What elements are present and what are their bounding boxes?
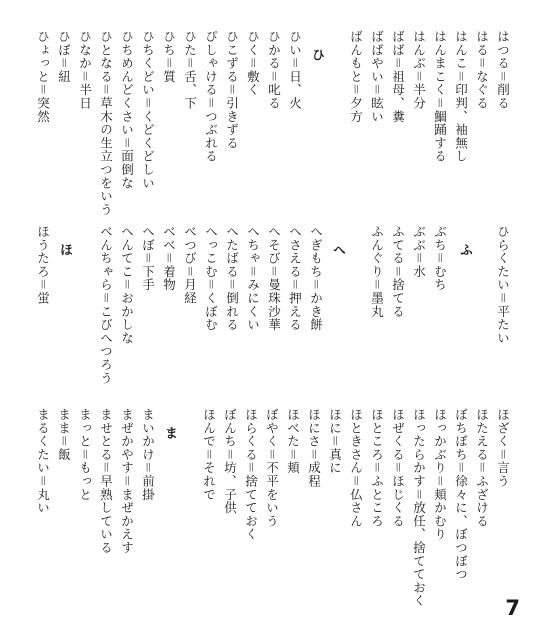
glossary-entry: ばば＝祖母、糞 [390,30,406,124]
glossary-entry: まいかけ＝前掛 [140,408,156,502]
glossary-entry: ぶぶ＝水 [411,225,427,279]
section-heading: ふ [457,243,472,256]
glossary-entry: ほぜくる＝ほじくる [390,408,406,528]
glossary-entry: ぶち＝むち [432,225,448,292]
glossary-entry: ばんもと＝夕方 [348,30,364,124]
glossary-entry: ふんぐり＝墨丸 [369,225,385,319]
glossary-entry: まぜかやす＝まぜかえす [119,408,135,555]
glossary-entry: はんこ＝印判、袖無し [453,30,469,163]
glossary-entry: はつる＝削る [495,30,511,110]
glossary-entry: まま＝飯 [56,408,72,462]
glossary-entry: へちゃ＝みにくい [245,225,261,332]
glossary-entry: ひかる＝叱る [266,30,282,110]
section-heading: ひ [309,48,324,61]
glossary-entry: ぼんち＝坊、子供 [222,408,238,515]
glossary-entry: ほべた＝頬 [285,408,301,475]
glossary-entry: ひちめんどくさい＝面倒な [119,30,135,190]
glossary-entry: ませとる＝早熟している [98,408,114,555]
section-heading: ま [162,426,177,439]
glossary-entry: はる＝なぐる [474,30,490,110]
glossary-entry: へさえる＝押える [287,225,303,332]
glossary-entry: へぎもち＝かき餅 [308,225,324,332]
glossary-entry: へぼ＝下手 [140,225,156,292]
glossary-entry: ひち＝質 [161,30,177,84]
page-number: 7 [505,596,520,620]
glossary-entry: はんぶ＝半分 [411,30,427,110]
glossary-entry: ほたえる＝ふざける [474,408,490,528]
glossary-entry: へたばる＝倒れる [224,225,240,332]
glossary-entry: ほっかぶり＝頬かむり [432,408,448,541]
glossary-entry: ひらくたい＝平たい [495,225,511,345]
glossary-entry: ひちくどい＝くどくどしい [140,30,156,190]
glossary-entry: まっと＝もっと [77,408,93,502]
glossary-entry: ひょっと＝突然 [35,30,51,124]
glossary-entry: ほうたろ＝蛍 [35,225,51,305]
glossary-entry: ばばやい＝眩い [369,30,385,124]
glossary-entry: ほときさん＝仏さん [348,408,364,528]
glossary-entry: へんてこ＝おかしな [119,225,135,345]
glossary-entry: ほところ＝ふところ [369,408,385,528]
section-heading: ほ [57,243,72,256]
glossary-entry: まるくたい＝丸い [35,408,51,515]
glossary-entry: ひこずる＝引きずる [224,30,240,150]
glossary-entry: ひた＝舌、下 [182,30,198,110]
glossary-entry: べつび＝月経 [182,225,198,305]
section-heading: へ [330,243,345,256]
glossary-entry: ひい＝日、火 [287,30,303,110]
glossary-entry: ひく＝敷く [245,30,261,97]
glossary-entry: へっこむ＝くぼむ [203,225,219,332]
glossary-entry: はんまこく＝鯝踊する [432,30,448,163]
glossary-entry: べんちゃら＝こびへつろう [98,225,114,385]
glossary-entry: ぼちぼち＝徐々に、ぼつぼつ [453,408,469,581]
glossary-entry: ふてる＝捨てる [390,225,406,319]
glossary-entry: ほったらかす＝放任、捨てておく [411,408,427,608]
glossary-entry: ほにさ＝成程 [306,408,322,488]
glossary-entry: ぴしゃける＝つぶれる [203,30,219,163]
glossary-entry: ひとなる＝草木の生立つをいう [98,30,114,217]
glossary-entry: ほざく＝言う [495,408,511,488]
glossary-entry: ほに＝真に [327,408,343,475]
glossary-entry: ほらくる＝捨てておく [243,408,259,541]
glossary-entry: ほんで＝それで [201,408,217,502]
glossary-entry: べべ＝着物 [161,225,177,292]
glossary-entry: ぼやく＝不平をいう [264,408,280,528]
glossary-entry: ひぼ＝紐 [56,30,72,84]
glossary-entry: ひなか＝半日 [77,30,93,110]
glossary-entry: へそび＝曼珠沙華 [266,225,282,332]
